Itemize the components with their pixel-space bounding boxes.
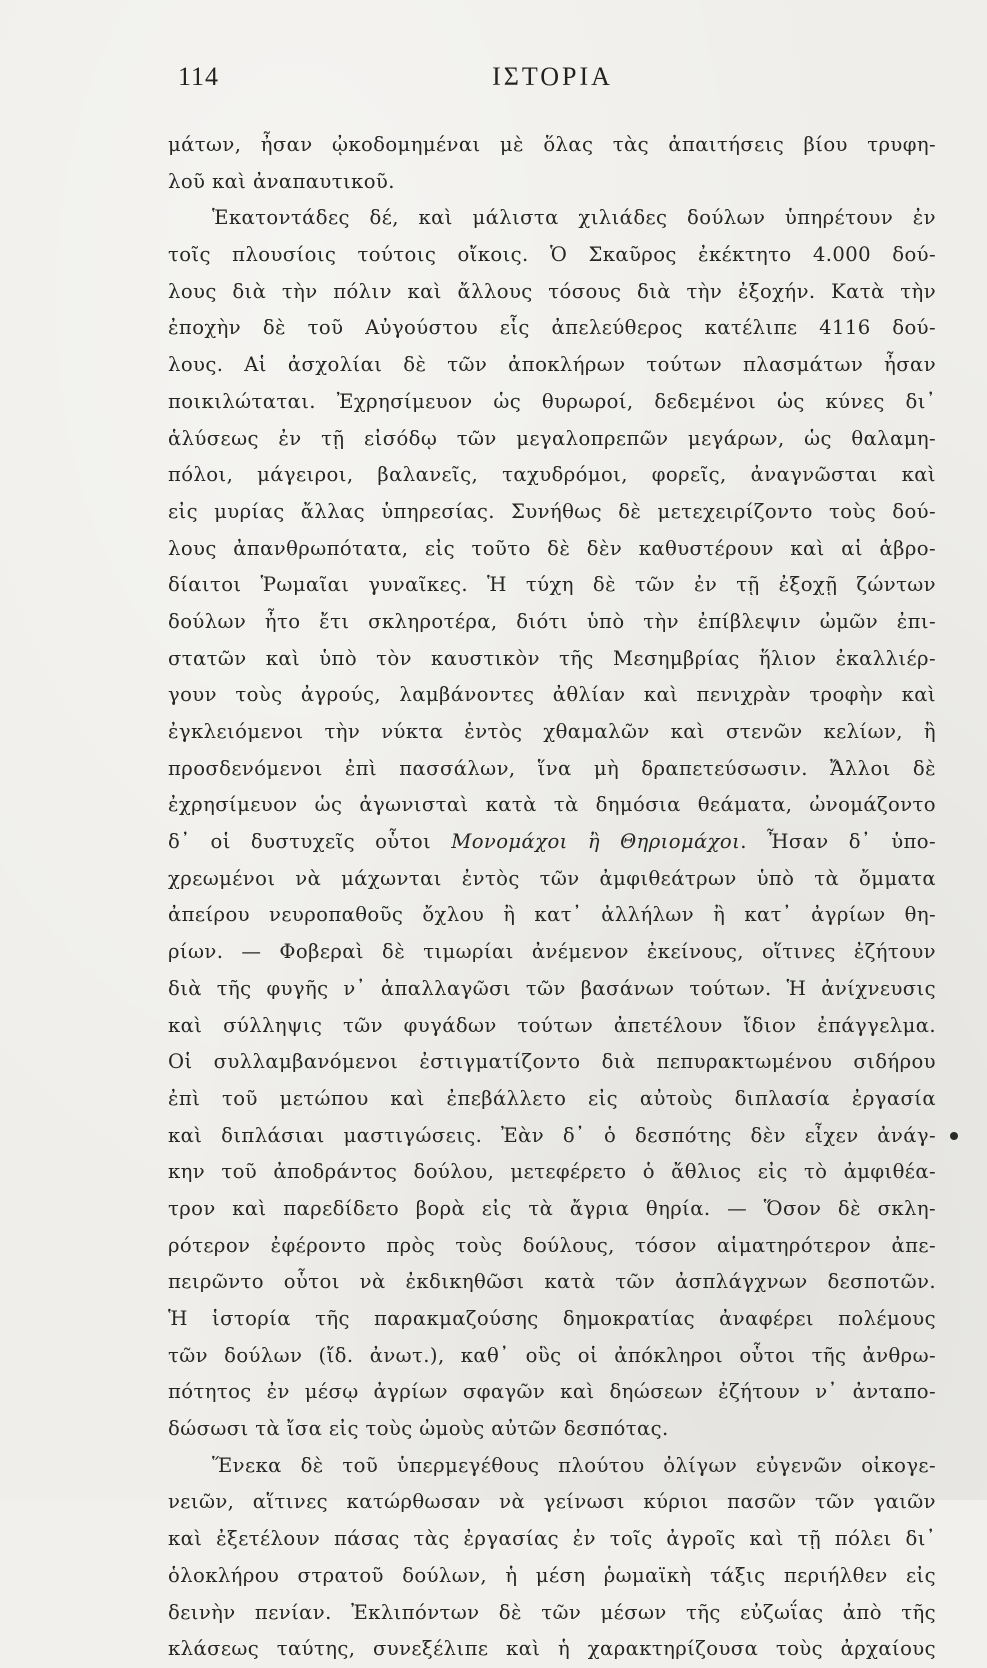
text-line: λους διὰ τὴν πόλιν καὶ ἄλλους τόσους διὰ τὴν ἐξοχήν. Κατὰ τὴν	[168, 279, 936, 303]
text-line: καὶ ἐξετέλουν πάσας τὰς ἐργασίας ἐν τοῖς ἀγροῖς καὶ τῇ πόλει δι᾿	[168, 1527, 936, 1551]
text-line: δίαιτοι Ῥωμαῖαι γυναῖκες. Ἡ τύχη δὲ τῶν ἐν τῇ ἐξοχῇ ζώντων	[168, 573, 936, 597]
text-line: κλάσεως ταύτης, συνεξέλιπε καὶ ἡ χαρακτηρίζουσα τοὺς ἀρχαίους	[168, 1637, 936, 1661]
text-line: Ἑκατοντάδες δέ, καὶ μάλιστα χιλιάδες δούλων ὑπηρέτουν ἐν	[212, 206, 936, 230]
text-line	[168, 824, 936, 861]
italic-term: Μονομάχοι ἢ Θηριομάχοι	[451, 830, 741, 854]
text-line: χρεωμένοι νὰ μάχωνται ἐντὸς τῶν ἀμφιθεάτρων ὑπὸ τὰ ὄμματα	[168, 866, 936, 890]
text-line: ἐχρησίμευον ὡς ἀγωνισταὶ κατὰ τὰ δημόσια θεάματα, ὠνομάζοντο	[168, 793, 936, 817]
text-line: Ἡ ἱστορία τῆς παρακμαζούσης δημοκρατίας ἀναφέρει πολέμους	[168, 1307, 936, 1330]
text-line: πότητος ἐν μέσῳ ἀγρίων σφαγῶν καὶ δηώσεων ἐζήτουν ν᾿ ἀνταπο-	[168, 1380, 936, 1404]
running-title: ΙΣΤΟΡΙΑ	[492, 62, 613, 91]
text-line: δούλων ἦτο ἔτι σκληροτέρα, διότι ὑπὸ τὴν ἐπίβλεψιν ὠμῶν ἐπι-	[168, 609, 936, 633]
text-line: Οἱ συλλαμβανόμενοι ἐστιγματίζοντο διὰ πεπυρακτωμένου σιδήρου	[168, 1050, 936, 1074]
text-line: ἐπὶ τοῦ μετώπου καὶ ἐπεβάλλετο εἰς αὐτοὺς διπλασία ἐργασία	[168, 1086, 936, 1110]
ink-speck-mark	[950, 1132, 958, 1140]
text-line: μάτων, ἦσαν ᾠκοδομημέναι μὲ ὅλας τὰς ἀπαιτήσεις βίου τρυφη-	[168, 133, 936, 156]
text-line: νειῶν, αἵτινες κατώρθωσαν νὰ γείνωσι κύριοι πασῶν τῶν γαιῶν	[168, 1490, 936, 1514]
text-line: γουν τοὺς ἀγρούς, λαμβάνοντες ἀθλίαν καὶ πενιχρὰν τροφὴν καὶ	[168, 683, 936, 707]
text-line: προσδενόμενοι ἐπὶ πασσάλων, ἵνα μὴ δραπετεύσωσιν. Ἄλλοι δὲ	[168, 756, 936, 780]
text-line: εἰς μυρίας ἄλλας ὑπηρεσίας. Συνήθως δὲ μετεχειρίζοντο τοὺς δού-	[168, 499, 936, 523]
text-line: τῶν δούλων (ἴδ. ἀνωτ.), καθ᾿ οὓς οἱ ἀπόκληροι οὗτοι τῆς ἀνθρω-	[168, 1343, 936, 1367]
text-line: λους ἀπανθρωπότατα, εἰς τοῦτο δὲ δὲν καθυστέρουν καὶ αἱ ἁβρο-	[168, 536, 936, 560]
text-line: ἐγκλειόμενοι τὴν νύκτα ἐντὸς χθαμαλῶν καὶ στενῶν κελίων, ἢ	[168, 720, 936, 743]
text-line: ὁλοκλήρου στρατοῦ δούλων, ἡ μέση ῥωμαϊκὴ τάξις περιήλθεν εἰς	[168, 1563, 936, 1587]
text-line: ρίων. — Φοβεραὶ δὲ τιμωρίαι ἀνέμενον ἐκείνους, οἵτινες ἐζήτουν	[168, 940, 936, 964]
text-line: δώσωσι τὰ ἴσα εἰς τοὺς ὠμοὺς αὐτῶν δεσπότας.	[168, 1417, 669, 1441]
page-number: 114	[178, 62, 220, 91]
text-line: λοῦ καὶ ἀναπαυτικοῦ.	[168, 169, 395, 193]
text-line: λους. Αἱ ἀσχολίαι δὲ τῶν ἀποκλήρων τούτων πλασμάτων ἦσαν	[168, 353, 936, 377]
text-line: καὶ διπλάσιαι μαστιγώσεις. Ἐὰν δ᾿ ὁ δεσπότης δὲν εἶχεν ἀνάγ-	[168, 1123, 936, 1147]
text-line: ἀπείρου νευροπαθοῦς ὄχλου ἢ κατ᾿ ἀλλήλων ἢ κατ᾿ ἀγρίων θη-	[168, 903, 936, 927]
text-line: στατῶν καὶ ὑπὸ τὸν καυστικὸν τῆς Μεσημβρίας ἥλιον ἐκαλλιέρ-	[168, 646, 936, 670]
text-line: κην τοῦ ἀποδράντος δούλου, μετεφέρετο ὁ ἄθλιος εἰς τὸ ἀμφιθέα-	[168, 1160, 936, 1184]
text-line: ρότερον ἐφέροντο πρὸς τοὺς δούλους, τόσον αἱματηρότερον ἀπε-	[168, 1233, 936, 1257]
text-line: ποικιλώταται. Ἐχρησίμευον ὡς θυρωροί, δεδεμένοι ὡς κύνες δι᾿	[168, 389, 936, 413]
body-text	[168, 127, 936, 1668]
text-line: πόλοι, μάγειροι, βαλανεῖς, ταχυδρόμοι, φορεῖς, ἀναγνῶσται καὶ	[168, 463, 936, 487]
text-line: ἐποχὴν δὲ τοῦ Αὐγούστου εἷς ἀπελεύθερος κατέλιπε 4116 δού-	[168, 316, 936, 340]
text-line: Ἕνεκα δὲ τοῦ ὑπερμεγέθους πλούτου ὀλίγων εὐγενῶν οἰκογε-	[212, 1453, 936, 1477]
text-line-segment: δ᾿ οἱ δυστυχεῖς οὗτοι	[168, 830, 452, 854]
page-header	[170, 62, 935, 102]
text-line-segment: . Ἦσαν δ᾿ ὑπο-	[740, 830, 936, 854]
text-line: τρον καὶ παρεδίδετο βορὰ εἰς τὰ ἄγρια θηρία. — Ὅσον δὲ σκλη-	[168, 1196, 936, 1220]
text-line: τοῖς πλουσίοις τούτοις οἴκοις. Ὁ Σκαῦρος ἐκέκτητο 4.000 δού-	[168, 243, 936, 267]
text-line: καὶ σύλληψις τῶν φυγάδων τούτων ἀπετέλουν ἴδιον ἐπάγγελμα.	[168, 1013, 936, 1037]
text-line: διὰ τῆς φυγῆς ν᾿ ἀπαλλαγῶσι τῶν βασάνων τούτων. Ἡ ἀνίχνευσις	[168, 976, 936, 1000]
text-line: πειρῶντο οὗτοι νὰ ἐκδικηθῶσι κατὰ τῶν ἀσπλάγχνων δεσποτῶν.	[168, 1270, 936, 1294]
text-line: ἁλύσεως ἐν τῇ εἰσόδῳ τῶν μεγαλοπρεπῶν μεγάρων, ὡς θαλαμη-	[168, 426, 936, 450]
text-line: δεινὴν πενίαν. Ἐκλιπόντων δὲ τῶν μέσων τῆς εὐζωΐας ἀπὸ τῆς	[168, 1600, 936, 1624]
